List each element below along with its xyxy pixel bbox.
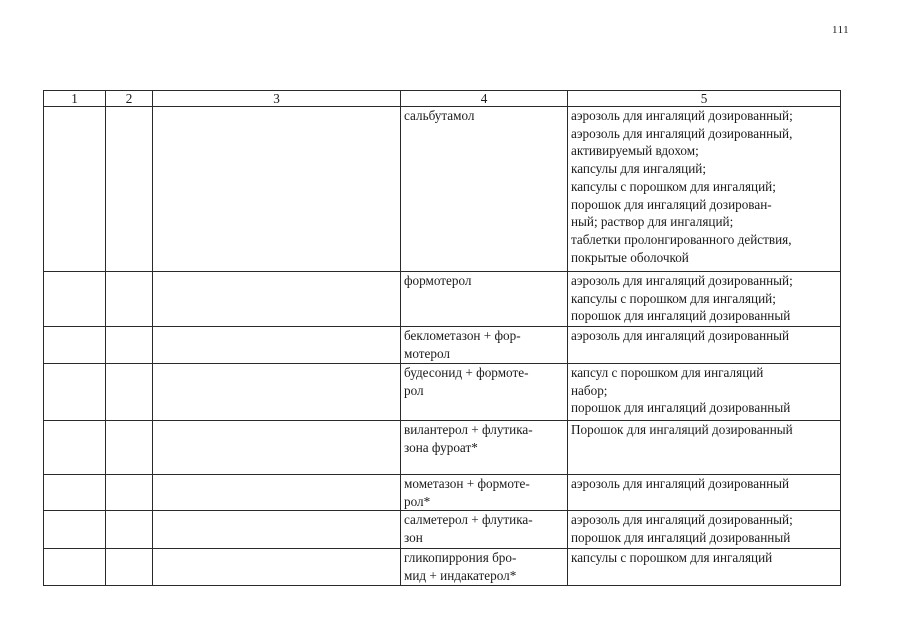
table-cell-col1 (44, 272, 106, 327)
dosage-form-line: покрытые оболочкой (571, 249, 689, 265)
table-header-row (44, 91, 841, 107)
table-row (44, 272, 841, 327)
table-cell-col4 (401, 511, 568, 549)
dosage-form-line: капсулы с порошком для ингаляций (571, 550, 773, 566)
table-cell-col5 (568, 511, 841, 549)
column-header-4: 4 (401, 91, 568, 107)
drug-name-line: вилантерол + флутика- (404, 422, 533, 437)
dosage-form-line: капсул с порошком для ингаляций (571, 365, 764, 380)
dosage-form-line: активируемый вдохом; (571, 143, 699, 159)
table-cell-col5 (568, 327, 841, 364)
table-cell-col4 (401, 272, 568, 327)
table-cell-col4 (401, 475, 568, 511)
table-cell-col1 (44, 327, 106, 364)
dosage-form-line: аэрозоль для ингаляций дозированный (571, 328, 790, 343)
table-cell-col5 (568, 364, 841, 421)
table-cell-col4 (401, 364, 568, 421)
table-cell-col3 (153, 549, 401, 585)
table-cell-col4 (401, 107, 568, 272)
table-row (44, 107, 841, 272)
drug-name-line: сальбутамол (404, 108, 475, 123)
table-cell-col5 (568, 272, 841, 327)
table-cell-col3 (153, 327, 401, 364)
table-cell-col2 (106, 549, 153, 585)
page-number: 111 (832, 24, 850, 36)
dosage-form-line: аэрозоль для ингаляций дозированный (571, 476, 790, 491)
dosage-form-line: порошок для ингаляций дозирован- (571, 196, 772, 212)
dosage-form-line: набор; (571, 382, 608, 398)
drug-name-line: гликопиррония бро- (404, 550, 517, 566)
table-cell-col5 (568, 421, 841, 475)
dosage-form-line: капсулы с порошком для ингаляций; (571, 290, 776, 306)
table-cell-col2 (106, 421, 153, 475)
table-cell-col2 (106, 272, 153, 327)
table-cell-col1 (44, 364, 106, 421)
dosage-form-line: капсулы для ингаляций; (571, 161, 707, 177)
dosage-form-line: порошок для ингаляций дозированный (571, 400, 791, 416)
table-cell-col3 (153, 272, 401, 327)
dosage-form-line: аэрозоль для ингаляций дозированный; (571, 108, 793, 123)
drug-name-line: рол* (404, 493, 431, 509)
drug-name-line: формотерол (404, 273, 472, 288)
drug-name-line: рол (404, 382, 424, 398)
table-row (44, 327, 841, 364)
table-cell-col4 (401, 421, 568, 475)
table-cell-col2 (106, 511, 153, 549)
dosage-form-line: капсулы с порошком для ингаляций; (571, 178, 776, 194)
column-header-3: 3 (153, 91, 401, 107)
drug-name-line: мометазон + формоте- (404, 476, 530, 491)
table-body (44, 107, 841, 586)
dosage-form-line: аэрозоль для ингаляций дозированный, (571, 125, 793, 141)
drug-name-line: будесонид + формоте- (404, 365, 529, 380)
column-header-2: 2 (106, 91, 153, 107)
table-cell-col5 (568, 475, 841, 511)
drug-name-line: зон (404, 530, 423, 546)
table-cell-col3 (153, 511, 401, 549)
table-cell-col3 (153, 107, 401, 272)
table-cell-col2 (106, 475, 153, 511)
table-cell-col1 (44, 511, 106, 549)
dosage-form-line: аэрозоль для ингаляций дозированный; (571, 273, 793, 288)
table-cell-col1 (44, 475, 106, 511)
table-cell-col5 (568, 107, 841, 272)
drug-name-line: мид + индакатерол* (404, 568, 517, 584)
dosage-form-line: ный; раствор для ингаляций; (571, 214, 734, 230)
table-row (44, 475, 841, 511)
drug-table (43, 90, 841, 586)
table-row (44, 364, 841, 421)
table-cell-col3 (153, 421, 401, 475)
column-header-1: 1 (44, 91, 106, 107)
dosage-form-line: порошок для ингаляций дозированный (571, 308, 791, 324)
drug-name-line: салметерол + флутика- (404, 512, 533, 528)
table-cell-col3 (153, 475, 401, 511)
dosage-form-line: таблетки пролонгированного действия, (571, 231, 792, 247)
column-header-5: 5 (568, 91, 841, 107)
table-cell-col4 (401, 327, 568, 364)
dosage-form-line: аэрозоль для ингаляций дозированный; (571, 512, 793, 528)
table-cell-col2 (106, 107, 153, 272)
table-row (44, 421, 841, 475)
table-cell-col1 (44, 107, 106, 272)
table-cell-col2 (106, 364, 153, 421)
table-cell-col2 (106, 327, 153, 364)
table-cell-col5 (568, 549, 841, 585)
drug-name-line: беклометазон + фор- (404, 328, 521, 343)
table-row (44, 549, 841, 585)
drug-name-line: мотерол (404, 345, 450, 361)
table-cell-col1 (44, 421, 106, 475)
table-cell-col4 (401, 549, 568, 585)
table-row (44, 511, 841, 549)
drug-name-line: зона фуроат* (404, 439, 478, 455)
dosage-form-line: Порошок для ингаляций дозированный (571, 422, 793, 437)
table-cell-col1 (44, 549, 106, 585)
dosage-form-line: порошок для ингаляций дозированный (571, 530, 791, 546)
table-cell-col3 (153, 364, 401, 421)
